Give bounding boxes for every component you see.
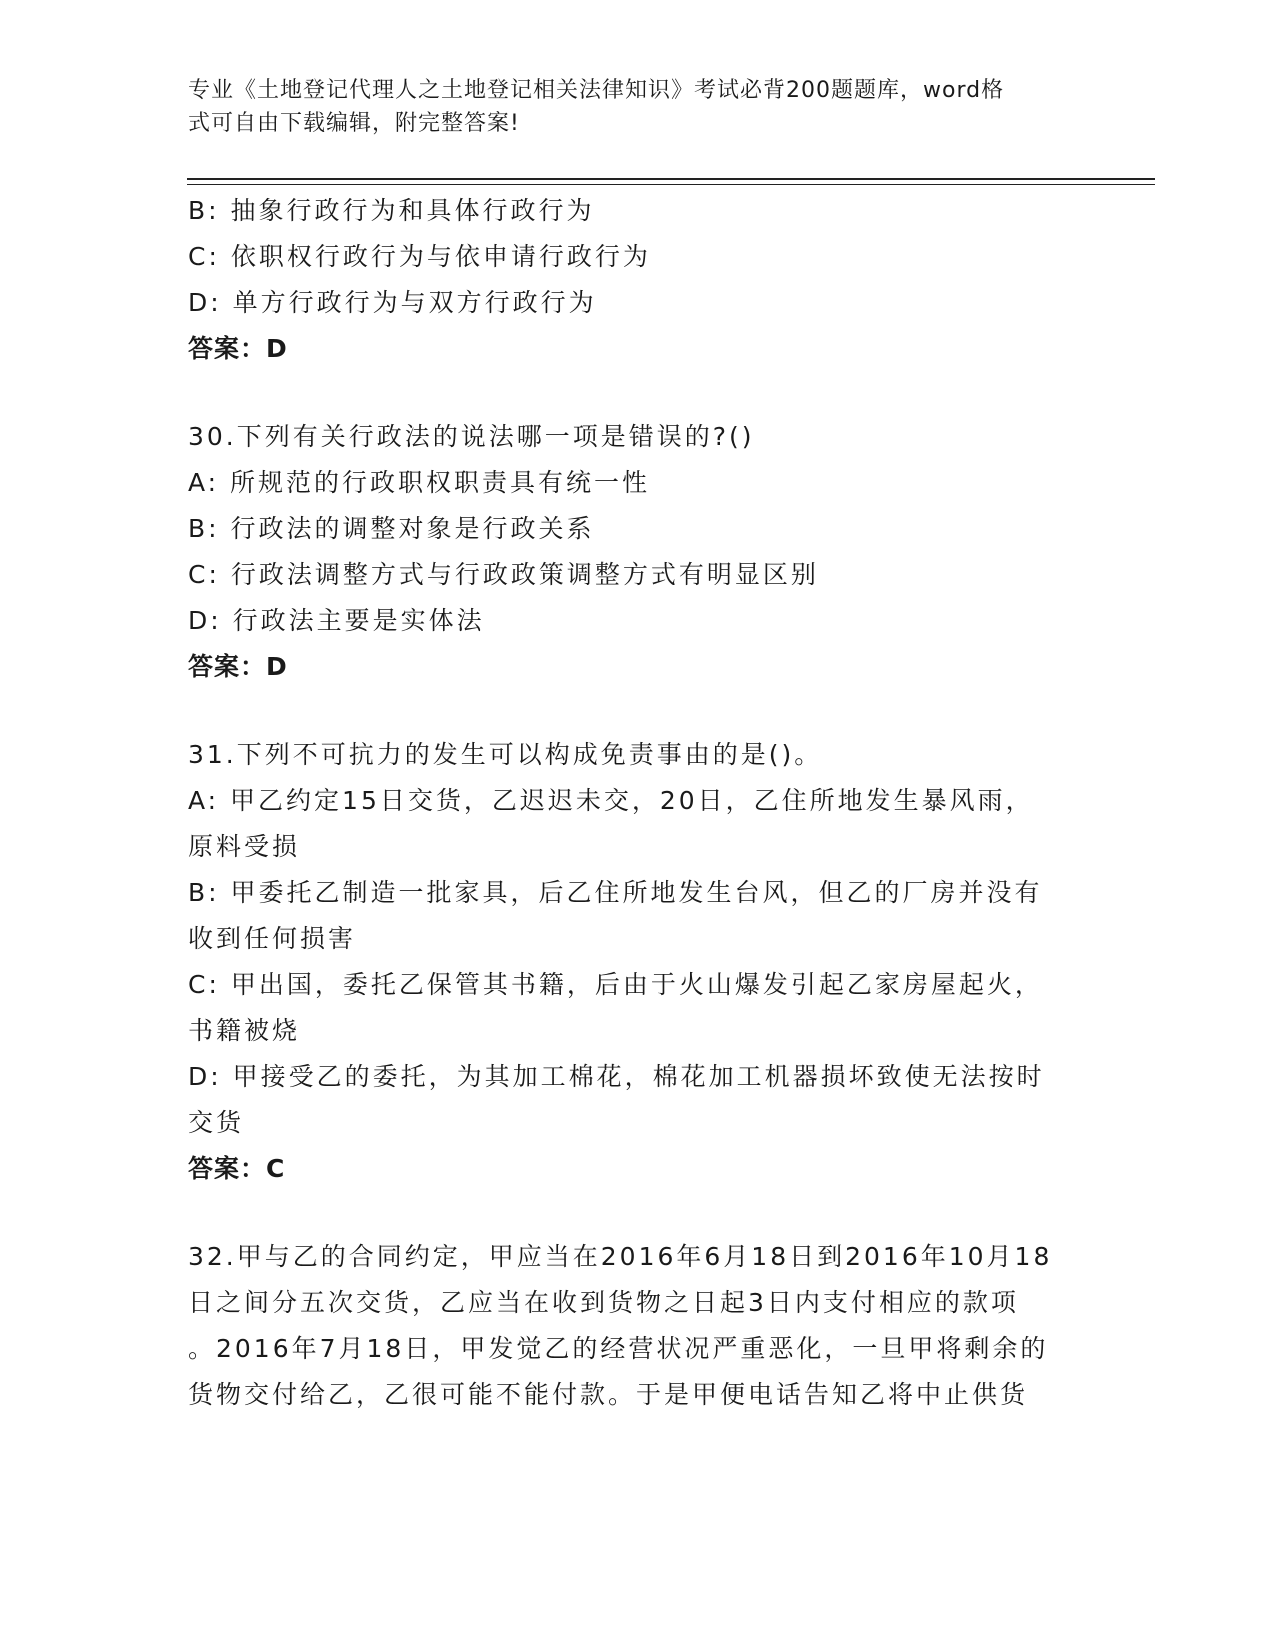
q32-line-4: 货物交付给乙，乙很可能不能付款。于是甲便电话告知乙将中止供货 [188,1380,1029,1409]
spacer [188,690,1088,732]
q30-option-c: C: 行政法调整方式与行政政策调整方式有明显区别 [188,560,819,589]
q31-option-a-line-1: A: 甲乙约定15日交货，乙迟迟未交，20日，乙住所地发生暴风雨， [188,786,1034,815]
q30-option-d: D: 行政法主要是实体法 [188,606,485,635]
spacer [188,372,1088,414]
q31-option-d-line-1: D: 甲接受乙的委托，为其加工棉花，棉花加工机器损坏致使无法按时 [188,1062,1045,1091]
header-line-1: 专业《土地登记代理人之土地登记相关法律知识》考试必背200题题库，word格 [188,78,1005,103]
q31-option-b-line-2: 收到任何损害 [188,924,357,953]
question-29-tail [188,188,1088,372]
q31-option-a-line-2: 原料受损 [188,832,301,861]
q30-option-a: A: 所规范的行政职权职责具有统一性 [188,468,651,497]
q29-option-b: B: 抽象行政行为和具体行政行为 [188,196,595,225]
q32-line-1: 32.甲与乙的合同约定，甲应当在2016年6月18日到2016年10月18 [188,1242,1053,1271]
q29-option-d: D: 单方行政行为与双方行政行为 [188,288,597,317]
q32-line-3: 。2016年7月18日，甲发觉乙的经营状况严重恶化，一旦甲将剩余的 [188,1334,1049,1363]
q29-answer: 答案：D [188,334,288,363]
q31-option-d-line-2: 交货 [188,1108,245,1137]
spacer [188,1192,1088,1234]
page-header [188,74,1068,140]
question-32 [188,1234,1088,1418]
q30-answer: 答案：D [188,652,288,681]
header-divider-thin [187,184,1155,185]
q31-option-b-line-1: B: 甲委托乙制造一批家具，后乙住所地发生台风，但乙的厂房并没有 [188,878,1043,907]
question-content [188,188,1088,1418]
q31-option-c-line-2: 书籍被烧 [188,1016,301,1045]
question-30 [188,414,1088,690]
question-31 [188,732,1088,1192]
q31-answer: 答案：C [188,1154,286,1183]
q31-option-c-line-1: C: 甲出国，委托乙保管其书籍，后由于火山爆发引起乙家房屋起火， [188,970,1043,999]
header-line-2: 式可自由下载编辑，附完整答案! [188,111,520,136]
header-divider-thick [187,178,1155,180]
q31-question: 31.下列不可抗力的发生可以构成免责事由的是()。 [188,740,823,769]
q30-option-b: B: 行政法的调整对象是行政关系 [188,514,595,543]
q29-option-c: C: 依职权行政行为与依申请行政行为 [188,242,651,271]
q32-line-2: 日之间分五次交货，乙应当在收到货物之日起3日内支付相应的款项 [188,1288,1019,1317]
q30-question: 30.下列有关行政法的说法哪一项是错误的?() [188,422,755,451]
